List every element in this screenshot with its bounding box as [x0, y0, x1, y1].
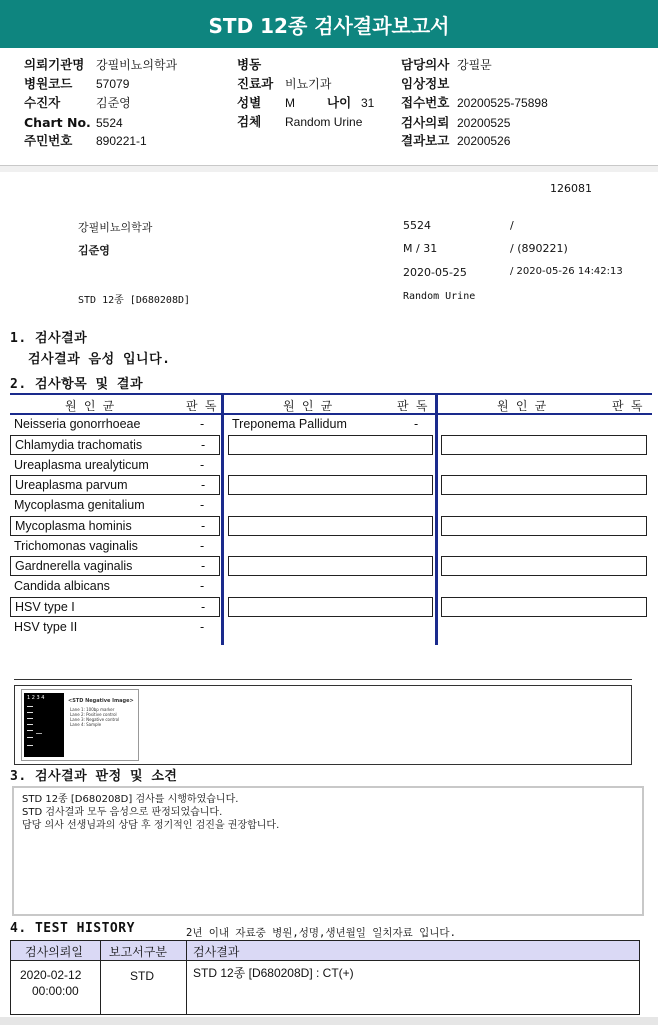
result-row: Mycoplasma genitalium -	[14, 498, 205, 512]
column-separator	[221, 393, 224, 645]
sex-age: M / 31	[403, 242, 438, 255]
header-field-specimen: 검체 Random Urine	[237, 114, 363, 129]
empty-result-cell	[228, 597, 433, 617]
section1-heading: 1. 검사결과	[10, 331, 88, 346]
header-field-receipt-no: 접수번호 20200525-75898	[401, 95, 548, 110]
empty-result-cell	[228, 556, 433, 576]
header-field-chart-no: Chart No. 5524	[24, 115, 123, 130]
col-header-result: 판 독	[397, 399, 428, 413]
report-number: 126081	[550, 182, 592, 195]
result-row: Candida albicans -	[14, 579, 205, 593]
header-field-doctor: 담당의사 강필문	[401, 57, 492, 72]
result-row: Chlamydia trachomatis -	[10, 435, 220, 455]
empty-result-cell	[441, 597, 647, 617]
result-row: Ureaplasma parvum -	[10, 475, 220, 495]
history-col-separator	[100, 941, 101, 1014]
opinion-line: 담당 의사 선생님과의 상담 후 정기적인 검진을 권장합니다.	[22, 820, 280, 831]
history-col-date: 검사의뢰일	[25, 945, 83, 959]
empty-result-cell	[228, 516, 433, 536]
header-field-hospital-code: 병원코드 57079	[24, 76, 130, 91]
history-table-header	[11, 941, 639, 961]
section3-heading: 3. 검사결과 판정 및 소견	[10, 769, 178, 784]
patient-name: 김준영	[78, 244, 110, 257]
test-name: STD 12종 [D680208D]	[78, 295, 191, 306]
result-row: Trichomonas vaginalis -	[14, 539, 205, 553]
section4-heading: 4. TEST HISTORY	[10, 921, 135, 936]
empty-result-cell	[441, 556, 647, 576]
header-field-patient: 수진자 김준영	[24, 95, 131, 110]
section1-text: 검사결과 음성 입니다.	[28, 352, 171, 367]
header-info	[0, 48, 658, 166]
gel-image-title: <STD Negative Image>	[68, 698, 134, 704]
header-field-clinic: 의뢰기관명 강필비뇨의학과	[24, 57, 178, 72]
history-date: 2020-02-12	[20, 968, 82, 982]
specimen-type: Random Urine	[403, 291, 476, 302]
slash-separator: /	[510, 219, 514, 232]
result-row: Gardnerella vaginalis -	[10, 556, 220, 576]
header-field-report-date: 결과보고 20200526	[401, 133, 511, 148]
empty-result-cell	[228, 475, 433, 495]
empty-result-cell	[441, 516, 647, 536]
gel-lanes: 1 2 3 4	[24, 693, 64, 757]
column-separator	[435, 393, 438, 645]
opinion-line: STD 검사결과 모두 음성으로 판정되었습니다.	[22, 807, 223, 818]
results-table	[10, 393, 652, 645]
col-header-pathogen: 원 인 균	[65, 399, 115, 413]
opinion-line: STD 12종 [D680208D] 검사를 시행하였습니다.	[22, 794, 239, 805]
birth-date: / (890221)	[510, 242, 568, 255]
history-report-type: STD	[130, 969, 154, 983]
result-row: HSV type II -	[14, 620, 205, 634]
chart-number: 5524	[403, 219, 431, 232]
header-field-ward: 병동	[237, 57, 262, 72]
header-field-age: 나이 31	[327, 95, 375, 110]
header-field-sex: 성별 M	[237, 95, 295, 110]
reported-datetime: / 2020-05-26 14:42:13	[510, 266, 623, 277]
horizontal-rule	[14, 679, 632, 680]
divider-band	[0, 166, 658, 172]
clinic-name: 강필비뇨의학과	[78, 221, 153, 234]
empty-result-cell	[228, 435, 433, 455]
history-col-type: 보고서구분	[109, 945, 167, 959]
history-note: 2년 이내 자료중 병원,성명,생년월일 일치자료 입니다.	[186, 927, 456, 939]
empty-result-cell	[441, 435, 647, 455]
gel-electrophoresis-image: 1 2 3 4 <STD Negative Image> Lane 1: 100bp marker Lane 2: Positive control Lane 3: Negative control Lane 4: Sample	[21, 689, 139, 761]
history-result: STD 12종 [D680208D] : CT(+)	[193, 966, 354, 980]
history-col-separator	[186, 941, 187, 1014]
gel-image-frame	[14, 685, 632, 765]
header-field-resident-no: 주민번호 890221-1	[24, 133, 147, 148]
received-date: 2020-05-25	[403, 266, 467, 279]
header-field-request-date: 검사의뢰 20200525	[401, 115, 511, 130]
section2-heading: 2. 검사항목 및 결과	[10, 377, 144, 392]
col-header-pathogen: 원 인 균	[497, 399, 547, 413]
report-title: STD 12종 검사결과보고서	[0, 0, 658, 48]
header-field-clinical-info: 임상정보	[401, 76, 450, 91]
empty-result-cell	[441, 475, 647, 495]
col-header-result: 판 독	[612, 399, 643, 413]
result-row: HSV type I -	[10, 597, 220, 617]
opinion-box	[12, 786, 644, 916]
history-table	[10, 940, 640, 1015]
header-field-department: 진료과 비뇨기과	[237, 76, 332, 91]
history-time: 00:00:00	[32, 984, 79, 998]
result-row: Neisseria gonorrhoeae -	[14, 417, 205, 431]
col-header-pathogen: 원 인 균	[283, 399, 333, 413]
col-header-result: 판 독	[186, 399, 217, 413]
history-col-result: 검사결과	[193, 945, 240, 959]
bottom-band	[0, 1017, 658, 1025]
results-table-header	[10, 393, 652, 415]
result-row: Ureaplasma urealyticum -	[14, 458, 205, 472]
result-row: Treponema Pallidum -	[232, 417, 419, 431]
result-row: Mycoplasma hominis -	[10, 516, 220, 536]
